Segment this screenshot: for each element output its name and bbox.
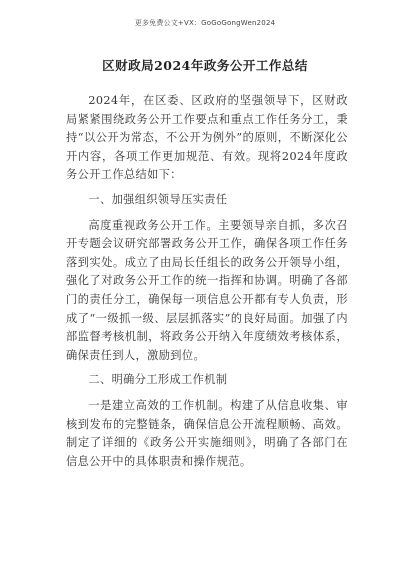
section-2-heading: 二、明确分工形成工作机制 (88, 373, 228, 387)
intro-paragraph: 2024年，在区委、区政府的坚强领导下，区财政局紧紧围绕政务公开工作要点和重点工作任务分工，秉持“以公开为常态，不公开为例外”的原则，不断深化公开内容，各项工作更加规范、有效。现将2024年度政务公开工作总结如下： (66, 94, 348, 182)
section-2-paragraph: 一是建立高效的工作机制。构建了从信息收集、审核到发布的完整链条，确保信息公开流程顺畅、高效。制定了详细的《政务公开实施细则》，明确了各部门在信息公开中的具体职责和操作规范。 (66, 398, 348, 468)
section-1-heading: 一、加强组织领导压实责任 (88, 192, 228, 206)
document-title: 区财政局2024年政务公开工作总结 (102, 58, 308, 73)
section-1-paragraph: 高度重视政务公开工作。主要领导亲自抓，多次召开专题会议研究部署政务公开工作，确保各项工作任务落到实处。成立了由局长任组长的政务公开领导小组，强化了对政务公开工作的统一指挥和协调。明确了各部门的责任分工，确保每一项信息公开都有专人负责，形成了“一级抓一级、层层抓落实”的良好局面。加强了内部监督考核机制，将政务公开纳入年度绩效考核体系，确保责任到人，激励到位。 (66, 218, 348, 362)
top-note: 更多免费公文+VX：GoGoGongWen2024 (134, 19, 276, 27)
document-body (66, 92, 348, 471)
